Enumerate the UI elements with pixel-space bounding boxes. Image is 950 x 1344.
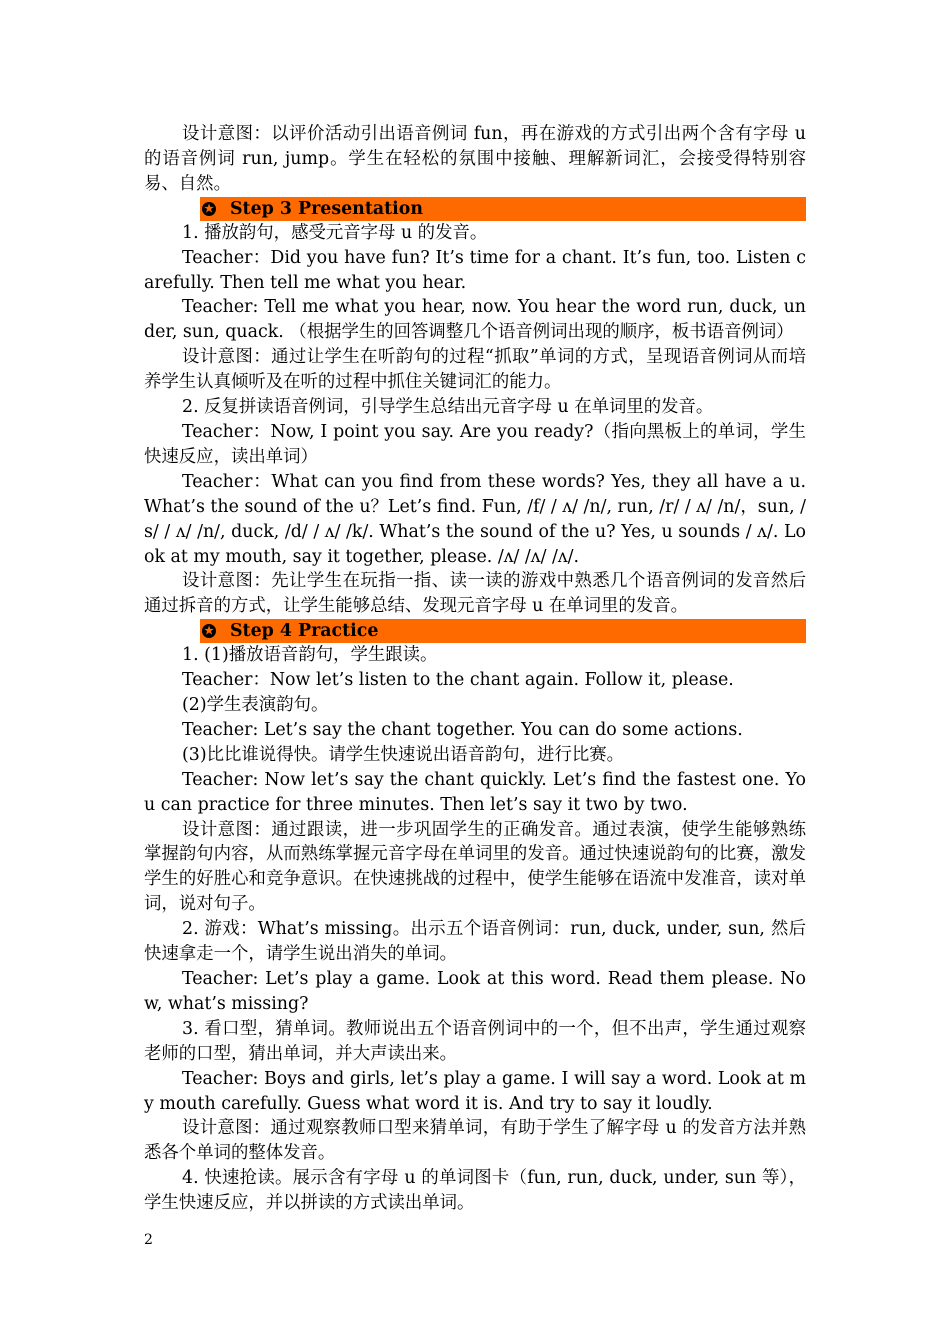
paragraph: 4. 快速抢读。展示含有字母 u 的单词图卡（fun, run, duck, under, sun 等），学生快速反应，并以拼读的方式读出单词。 (144, 1168, 806, 1214)
step-4-heading (200, 619, 806, 643)
paragraph: 2. 反复拼读语音例词，引导学生总结出元音字母 u 在单词里的发音。 (182, 397, 714, 418)
paragraph: Teacher: Let’s play a game. Look at this word. Read them please. Now, what’s missing? (144, 969, 806, 1014)
paragraph: Teacher: Let’s say the chant together. You can do some actions. (182, 719, 743, 740)
paragraph: 设计意图：先让学生在玩指一指、读一读的游戏中熟悉几个语音例词的发音然后通过拆音的方式，让学生能够总结、发现元音字母 u 在单词里的发音。 (144, 571, 806, 617)
paragraph: 设计意图：以评价活动引出语音例词 fun，再在游戏的方式引出两个含有字母 u 的语音例词 run, jump。学生在轻松的氛围中接触、理解新词汇，会接受得特别容易、自然。 (144, 124, 806, 194)
step-3-heading (200, 197, 806, 221)
paragraph: (3)比比谁说得快。请学生快速说出语音韵句，进行比赛。 (182, 744, 625, 765)
paragraph: 设计意图：通过让学生在听韵句的过程“抓取”单词的方式，呈现语音例词从而培养学生认真倾听及在听的过程中抓住关键词汇的能力。 (144, 347, 806, 393)
paragraph: 1. 播放韵句，感受元音字母 u 的发音。 (182, 222, 488, 243)
paragraph: Teacher：Now let’s listen to the chant again. Follow it, please. (182, 670, 734, 691)
step-4-label: Step 4 Practice (230, 621, 379, 642)
paragraph: (2)学生表演韵句。 (182, 695, 329, 716)
paragraph: Teacher: Tell me what you hear, now. You hear the word run, duck, under, sun, quack. （根据学生的回答调整几个语音例词出现的顺序，板书语音例词） (144, 297, 806, 343)
paragraph: Teacher: Boys and girls, let’s play a game. I will say a word. Look at my mouth carefully. Guess what word it is. And try to say it loudly. (144, 1068, 806, 1114)
paragraph: 设计意图：通过观察教师口型来猜单词，有助于学生了解字母 u 的发音方法并熟悉各个单词的整体发音。 (144, 1118, 806, 1164)
paragraph: Teacher：Did you have fun? It’s time for a chant. It’s fun, too. Listen carefully. Then tell me what you hear. (144, 247, 806, 293)
star-bullet-icon: ★ (202, 624, 216, 638)
star-bullet-icon: ★ (202, 202, 216, 216)
paragraph: Teacher：What can you find from these words? Yes, they all have a u. What’s the sound of the u？Let’s find. Fun, /f/ / ʌ/ /n/, run, /r/ / ʌ/ /n/，sun, /s/ / ʌ/ /n/, duck, /d/ / ʌ/ /k/. What’s the sound of the u? Yes, u sounds / ʌ/. Look at my mouth, say it together, please. /ʌ/ /ʌ/ /ʌ/. (144, 471, 806, 567)
paragraph: 2. 游戏：What’s missing。出示五个语音例词：run, duck, under, sun, 然后快速拿走一个，请学生说出消失的单词。 (144, 919, 806, 965)
paragraph: Teacher：Now, I point you say. Are you ready?（指向黑板上的单词，学生快速反应，读出单词） (144, 421, 806, 467)
paragraph: 设计意图：通过跟读，进一步巩固学生的正确发音。通过表演，使学生能够熟练掌握韵句内容，从而熟练掌握元音字母在单词里的发音。通过快速说韵句的比赛，激发学生的好胜心和竞争意识。在快速挑战的过程中，使学生能够在语流中发准音，读对单词，说对句子。 (144, 819, 806, 915)
step-3-label: Step 3 Presentation (230, 198, 424, 219)
document-body (144, 122, 806, 1216)
paragraph: 3. 看口型，猜单词。教师说出五个语音例词中的一个，但不出声，学生通过观察老师的口型，猜出单词，并大声读出来。 (144, 1018, 806, 1064)
paragraph: Teacher: Now let’s say the chant quickly. Let’s find the fastest one. You can practice for three minutes. Then let’s say it two by two. (144, 769, 806, 815)
page-number: 2 (144, 1232, 153, 1248)
paragraph: 1. (1)播放语音韵句，学生跟读。 (182, 645, 438, 666)
